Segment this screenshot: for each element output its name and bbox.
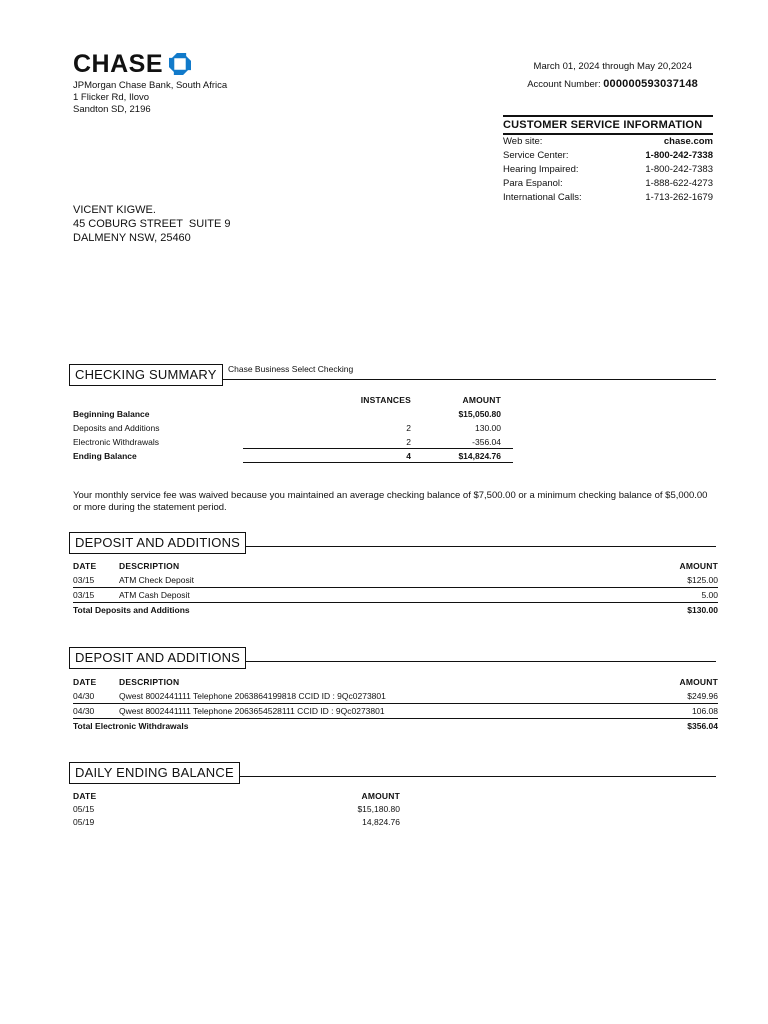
account-type: Chase Business Select Checking xyxy=(228,364,354,374)
statement-period: March 01, 2024 through May 20,2024 xyxy=(533,61,692,72)
hearing-impaired-phone: 1-800-242-7383 xyxy=(645,164,713,175)
table-row xyxy=(73,689,718,704)
daily-balance-table xyxy=(73,790,403,829)
customer-city: DALMENY NSW, 25460 xyxy=(73,232,191,244)
row-description: ATM Check Deposit xyxy=(119,575,194,585)
total-amount: $356.04 xyxy=(687,721,718,731)
website-link[interactable]: chase.com xyxy=(663,136,713,147)
csi-label: Web site: xyxy=(503,136,543,147)
row-amount: 5.00 xyxy=(701,590,718,600)
chase-logo xyxy=(73,50,191,78)
row-instances: 2 xyxy=(406,423,411,433)
col-description: DESCRIPTION xyxy=(119,561,180,571)
total-underline xyxy=(243,462,513,463)
table-total-row xyxy=(73,603,718,617)
row-label: Electronic Withdrawals xyxy=(73,437,159,447)
csi-row-international xyxy=(503,191,713,205)
row-amount: $15,050.80 xyxy=(458,409,501,419)
row-date: 03/15 xyxy=(73,590,95,600)
row-amount: $125.00 xyxy=(687,575,718,585)
row-amount: 106.08 xyxy=(692,706,718,716)
customer-name: VICENT KIGWE. xyxy=(73,204,156,216)
row-label: Deposits and Additions xyxy=(73,423,160,433)
account-number-line xyxy=(480,78,698,90)
customer-service-info xyxy=(503,115,713,205)
logo-wordmark: CHASE xyxy=(73,50,164,78)
row-amount: 14,824.76 xyxy=(362,817,400,827)
total-amount: $130.00 xyxy=(687,605,718,615)
section-divider xyxy=(239,776,716,777)
bank-city: Sandton SD, 2196 xyxy=(73,104,151,115)
csi-row-service-center xyxy=(503,149,713,163)
row-date: 04/30 xyxy=(73,706,95,716)
customer-street: 45 COBURG STREET SUITE 9 xyxy=(73,218,231,230)
withdrawals-title: DEPOSIT AND ADDITIONS xyxy=(69,647,246,669)
col-amount: AMOUNT xyxy=(679,561,718,571)
col-date: DATE xyxy=(73,791,97,801)
table-row xyxy=(73,803,403,816)
account-number: 000000593037148 xyxy=(603,78,698,90)
row-date: 04/30 xyxy=(73,691,95,701)
row-instances: 4 xyxy=(406,451,411,461)
row-date: 05/15 xyxy=(73,804,95,814)
row-amount: 130.00 xyxy=(475,423,501,433)
col-amount: AMOUNT xyxy=(462,395,501,405)
csi-label: Service Center: xyxy=(503,150,569,161)
col-amount: AMOUNT xyxy=(361,791,400,801)
col-date: DATE xyxy=(73,561,97,571)
csi-row-website xyxy=(503,135,713,149)
international-phone: 1-713-262-1679 xyxy=(645,192,713,203)
row-amount: $249.96 xyxy=(687,691,718,701)
checking-summary-title: CHECKING SUMMARY xyxy=(69,364,223,386)
table-row xyxy=(73,449,501,463)
row-date: 03/15 xyxy=(73,575,95,585)
csi-label: Para Espanol: xyxy=(503,178,563,189)
deposits-table xyxy=(73,559,718,617)
account-number-label: Account Number: xyxy=(527,79,601,90)
csi-row-hearing-impaired xyxy=(503,163,713,177)
bank-address xyxy=(73,80,227,116)
customer-service-title: CUSTOMER SERVICE INFORMATION xyxy=(503,115,713,135)
table-header xyxy=(73,559,718,573)
row-description: ATM Cash Deposit xyxy=(119,590,190,600)
col-instances: INSTANCES xyxy=(360,395,411,405)
customer-address xyxy=(73,203,231,245)
row-label: Ending Balance xyxy=(73,451,137,461)
csi-label: Hearing Impaired: xyxy=(503,164,579,175)
table-header xyxy=(73,393,501,407)
table-row xyxy=(73,421,501,435)
table-row xyxy=(73,407,501,421)
row-description: Qwest 8002441111 Telephone 2063654528111 CCID ID : 9Qc0273801 xyxy=(119,706,385,716)
row-label: Beginning Balance xyxy=(73,409,150,419)
section-divider xyxy=(245,661,716,662)
total-label: Total Electronic Withdrawals xyxy=(73,721,189,731)
bank-street: 1 Flicker Rd, Ilovo xyxy=(73,92,150,103)
withdrawals-table xyxy=(73,675,718,733)
service-center-phone: 1-800-242-7338 xyxy=(645,150,713,161)
row-date: 05/19 xyxy=(73,817,95,827)
daily-balance-title: DAILY ENDING BALANCE xyxy=(69,762,240,784)
row-amount: $14,824.76 xyxy=(458,451,501,461)
section-divider xyxy=(245,546,716,547)
col-description: DESCRIPTION xyxy=(119,677,180,687)
bank-name: JPMorgan Chase Bank, South Africa xyxy=(73,80,228,91)
row-amount: $15,180.80 xyxy=(357,804,400,814)
csi-row-para-espanol xyxy=(503,177,713,191)
deposits-title: DEPOSIT AND ADDITIONS xyxy=(69,532,246,554)
chase-octagon-icon xyxy=(169,53,191,75)
table-row xyxy=(73,816,403,829)
row-amount: -356.04 xyxy=(472,437,501,447)
table-header xyxy=(73,790,403,803)
col-amount: AMOUNT xyxy=(679,677,718,687)
table-row xyxy=(73,704,718,719)
table-row xyxy=(73,588,718,603)
table-header xyxy=(73,675,718,689)
row-instances: 2 xyxy=(406,437,411,447)
col-date: DATE xyxy=(73,677,97,687)
table-row xyxy=(73,435,501,449)
service-fee-notice: Your monthly service fee was waived because you maintained an average checking balance of $7,500.00 or a minimum checking balance of $5,000.00 or more during the statement period. xyxy=(73,490,708,513)
total-label: Total Deposits and Additions xyxy=(73,605,190,615)
section-divider xyxy=(218,379,716,380)
para-espanol-phone: 1-888-622-4273 xyxy=(645,178,713,189)
row-description: Qwest 8002441111 Telephone 2063864199818 CCID ID : 9Qc0273801 xyxy=(119,691,386,701)
checking-summary-table xyxy=(73,393,501,463)
csi-label: International Calls: xyxy=(503,192,582,203)
table-total-row xyxy=(73,719,718,733)
table-row xyxy=(73,573,718,588)
